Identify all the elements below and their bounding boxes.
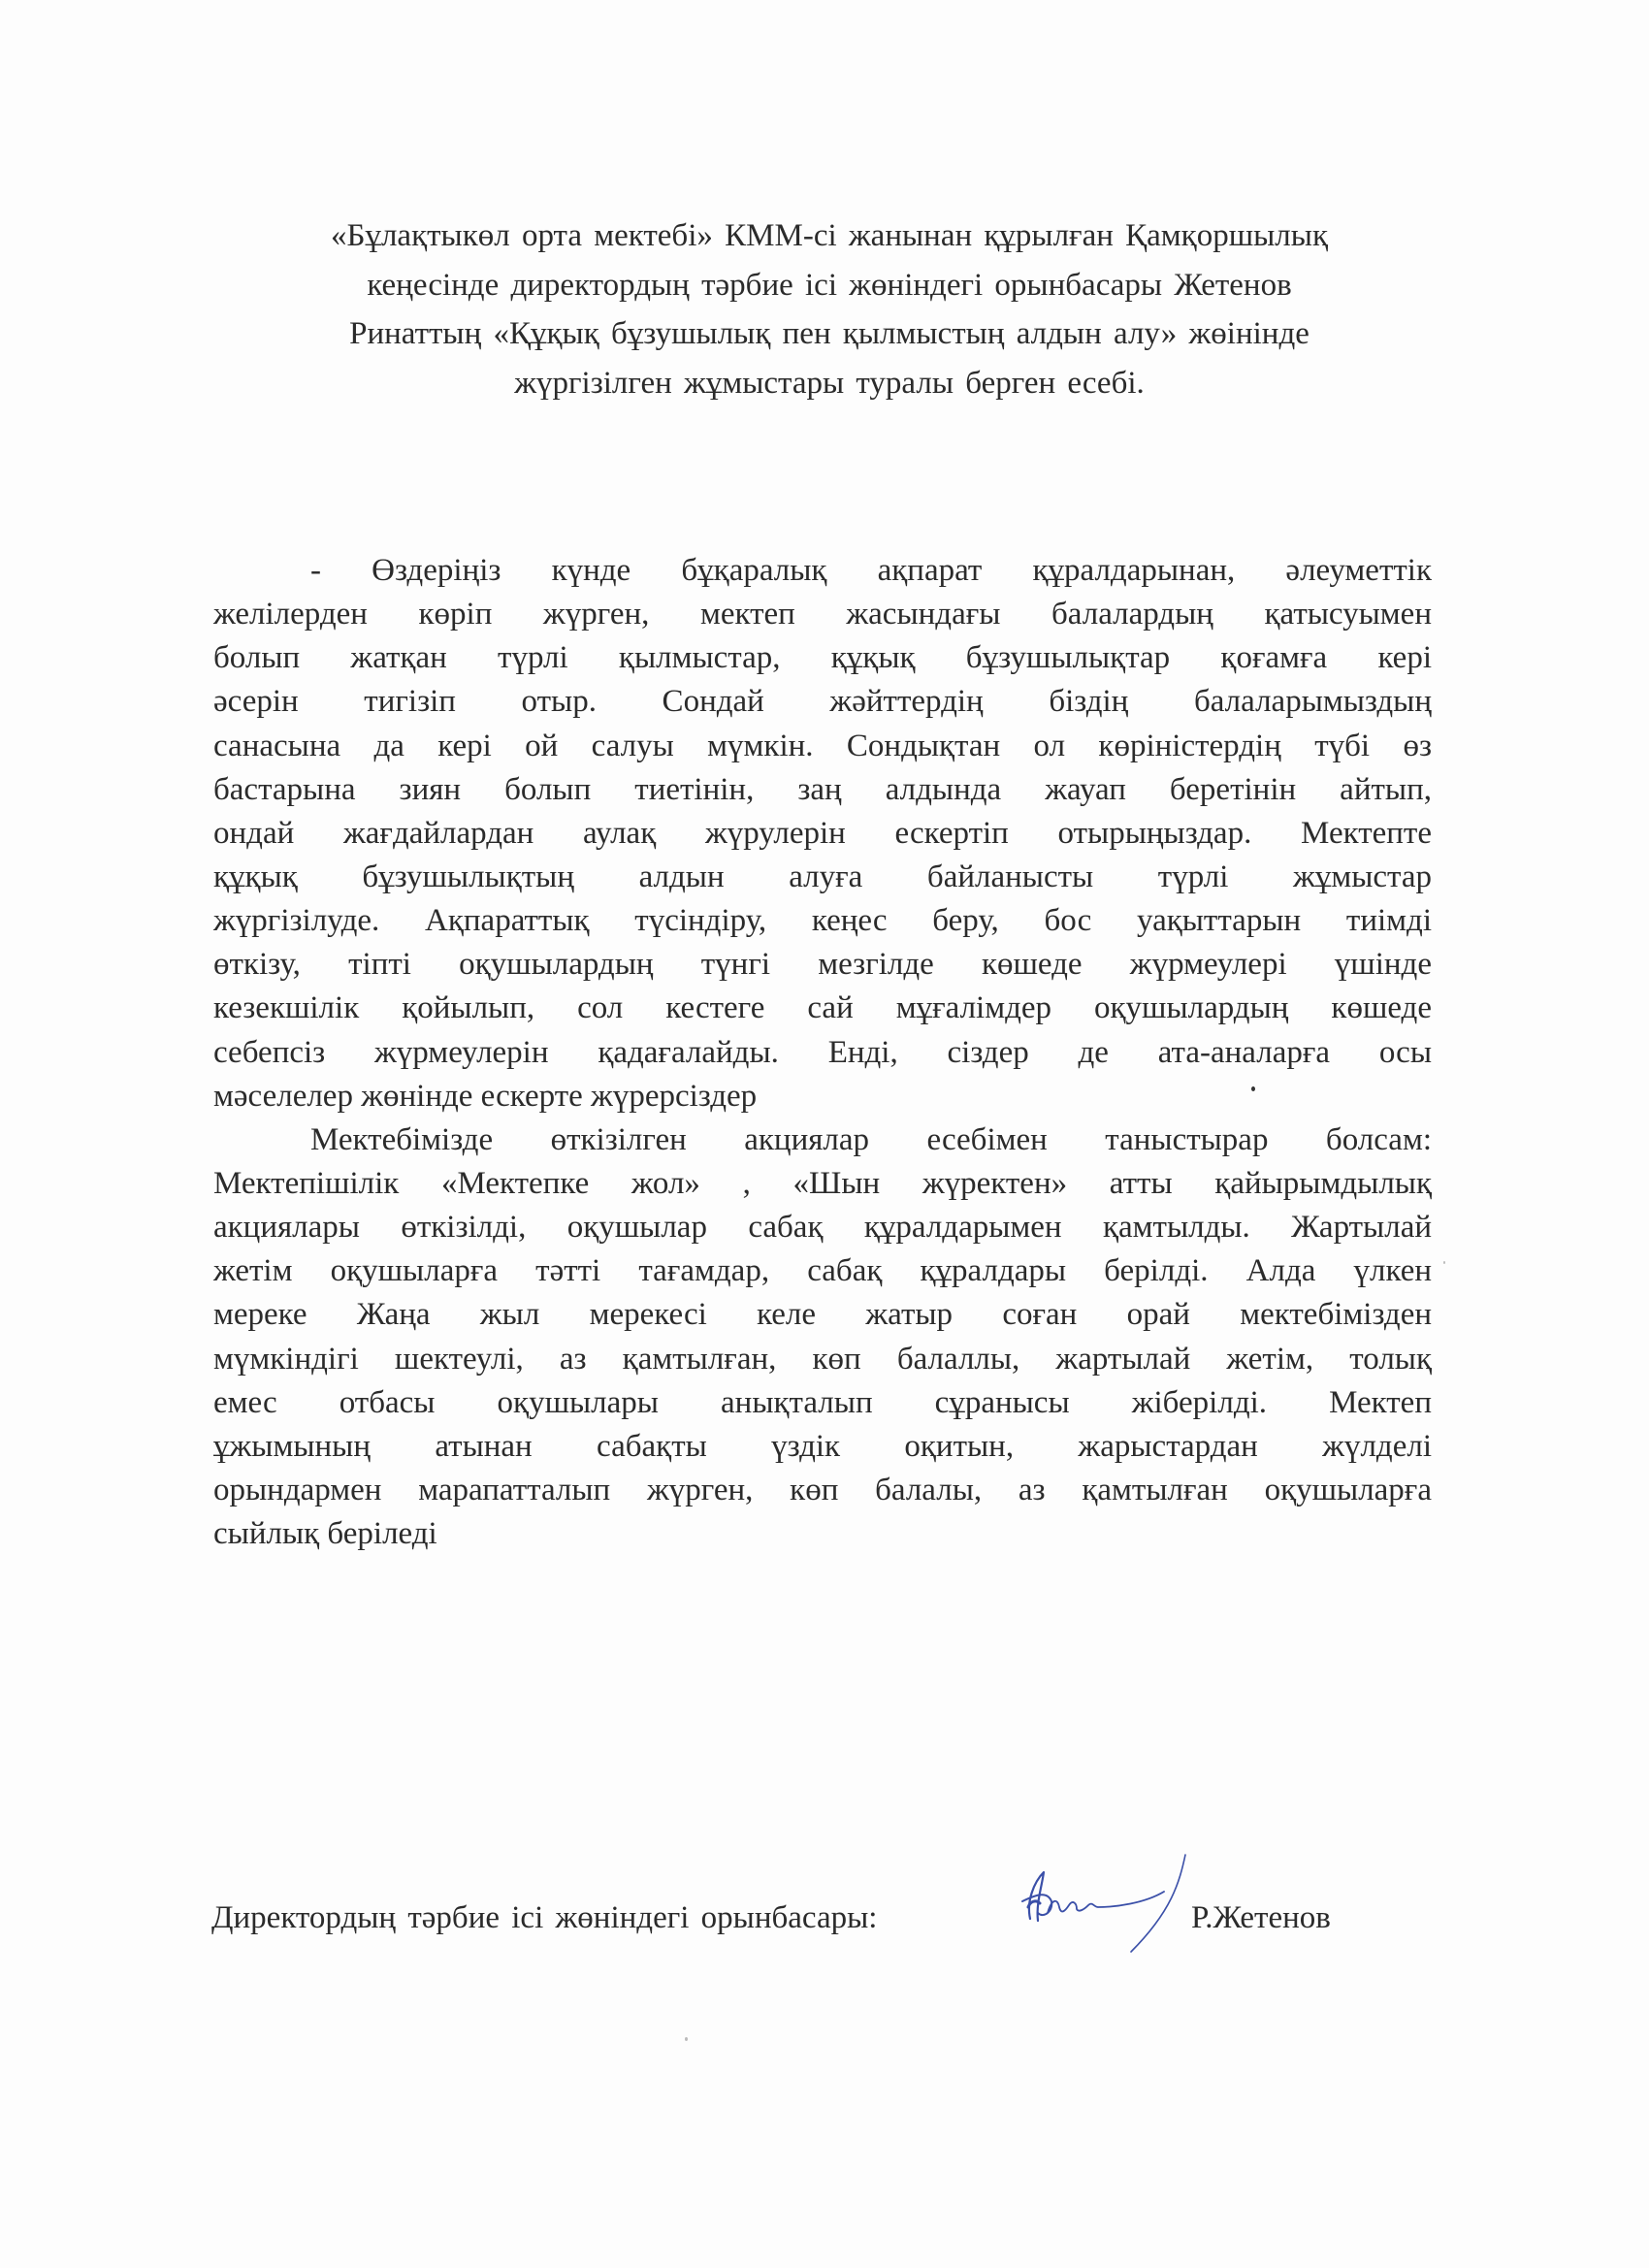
body-line: емес отбасы оқушылары анықталып сұранысы жіберілді. Мектеп (213, 1384, 1432, 1420)
body-line: себепсіз жүрмеулерін қадағалайды. Енді, сіздер де ата-аналарға осы (213, 1034, 1432, 1070)
paragraph-warning (213, 549, 1432, 1118)
body-line: әсерін тигізіп отыр. Сондай жәйттердің біздің балаларымыздың (213, 684, 1432, 720)
paragraph-actions (213, 1118, 1432, 1556)
document-title (213, 211, 1445, 407)
body-line: бастарына зиян болып тиетінін, заң алдында жауап беретінін айтып, (213, 771, 1432, 807)
body-line: жетім оқушыларға тәтті тағамдар, сабақ құралдары берілді. Алда үлкен (213, 1253, 1432, 1289)
scan-speck (1443, 1261, 1445, 1264)
body-line: Мектепішілік «Мектепке жол» , «Шын жүректен» атты қайырымдылық (213, 1165, 1432, 1201)
body-line: орындармен марапатталып жүрген, көп балалы, аз қамтылған оқушыларға (213, 1472, 1432, 1507)
title-line: «Бұлақтыкөл орта мектебі» КММ-сі жанынан құрылған Қамқоршылық (331, 218, 1328, 253)
title-line: жүргізілген жұмыстары туралы берген есебі. (514, 365, 1145, 401)
body-line: кезекшілік қойылып, сол кестеге сай мұғалімдер оқушылардың көшеде (213, 990, 1432, 1026)
handwritten-signature-icon (1009, 1843, 1203, 1960)
signatory-name: Р.Жетенов (1191, 1900, 1331, 1935)
body-line: құқық бұзушылықтың алдын алуға байланысты түрлі жұмыстар (213, 859, 1432, 894)
body-line: жүргізілуде. Ақпараттық түсіндіру, кеңес беру, бос уақыттарын тиімді (213, 903, 1432, 939)
signature-stroke (1048, 1892, 1164, 1913)
title-line: кеңесінде директордың тәрбие ісі жөніндегі орынбасары Жетенов (367, 267, 1292, 303)
body-line: желілерден көріп жүрген, мектеп жасындағы балалардың қатысуымен (213, 597, 1432, 632)
body-line: мүмкіндігі шектеулі, аз қамтылған, көп балаллы, жартылай жетім, толық (213, 1341, 1432, 1377)
scan-speck (685, 2037, 688, 2041)
scan-dot (1251, 1086, 1255, 1091)
body-line: Мектебімізде өткізілген акциялар есебімен таныстырар болсам: (310, 1121, 1432, 1157)
signature-stroke (1131, 1855, 1185, 1952)
body-line: сыйлық беріледі (213, 1516, 437, 1552)
body-line: мәселелер жөнінде ескерте жүрерсіздер (213, 1078, 758, 1114)
body-line: болып жатқан түрлі қылмыстар, құқық бұзушылықтар қоғамға кері (213, 640, 1432, 676)
body-line: өткізу, тіпті оқушылардың түнгі мезгілде көшеде жүрмеулері үшінде (213, 947, 1432, 983)
body-line: мереке Жаңа жыл мерекесі келе жатыр соған орай мектебімізден (213, 1297, 1432, 1333)
body-line: ұжымының атынан сабақты үздік оқитын, жарыстардан жүлделі (213, 1428, 1432, 1464)
signatory-title: Директордың тәрбие ісі жөніндегі орынбасары: (211, 1900, 878, 1935)
body-line: акциялары өткізілді, оқушылар сабақ құралдарымен қамтылды. Жартылай (213, 1210, 1432, 1246)
report-body (213, 549, 1432, 1556)
body-line: - Өздеріңіз күнде бұқаралық ақпарат құралдарынан, әлеуметтік (310, 553, 1432, 588)
signature-block (211, 1896, 1424, 1955)
body-line: санасына да кері ой салуы мүмкін. Сондықтан ол көріністердің түбі өз (213, 728, 1432, 763)
body-line: ондай жағдайлардан аулақ жүрулерін ескертіп отырыңыздар. Мектепте (213, 815, 1432, 851)
title-line: Ринаттың «Құқық бұзушылық пен қылмыстың алдын алу» жөінінде (349, 316, 1310, 351)
